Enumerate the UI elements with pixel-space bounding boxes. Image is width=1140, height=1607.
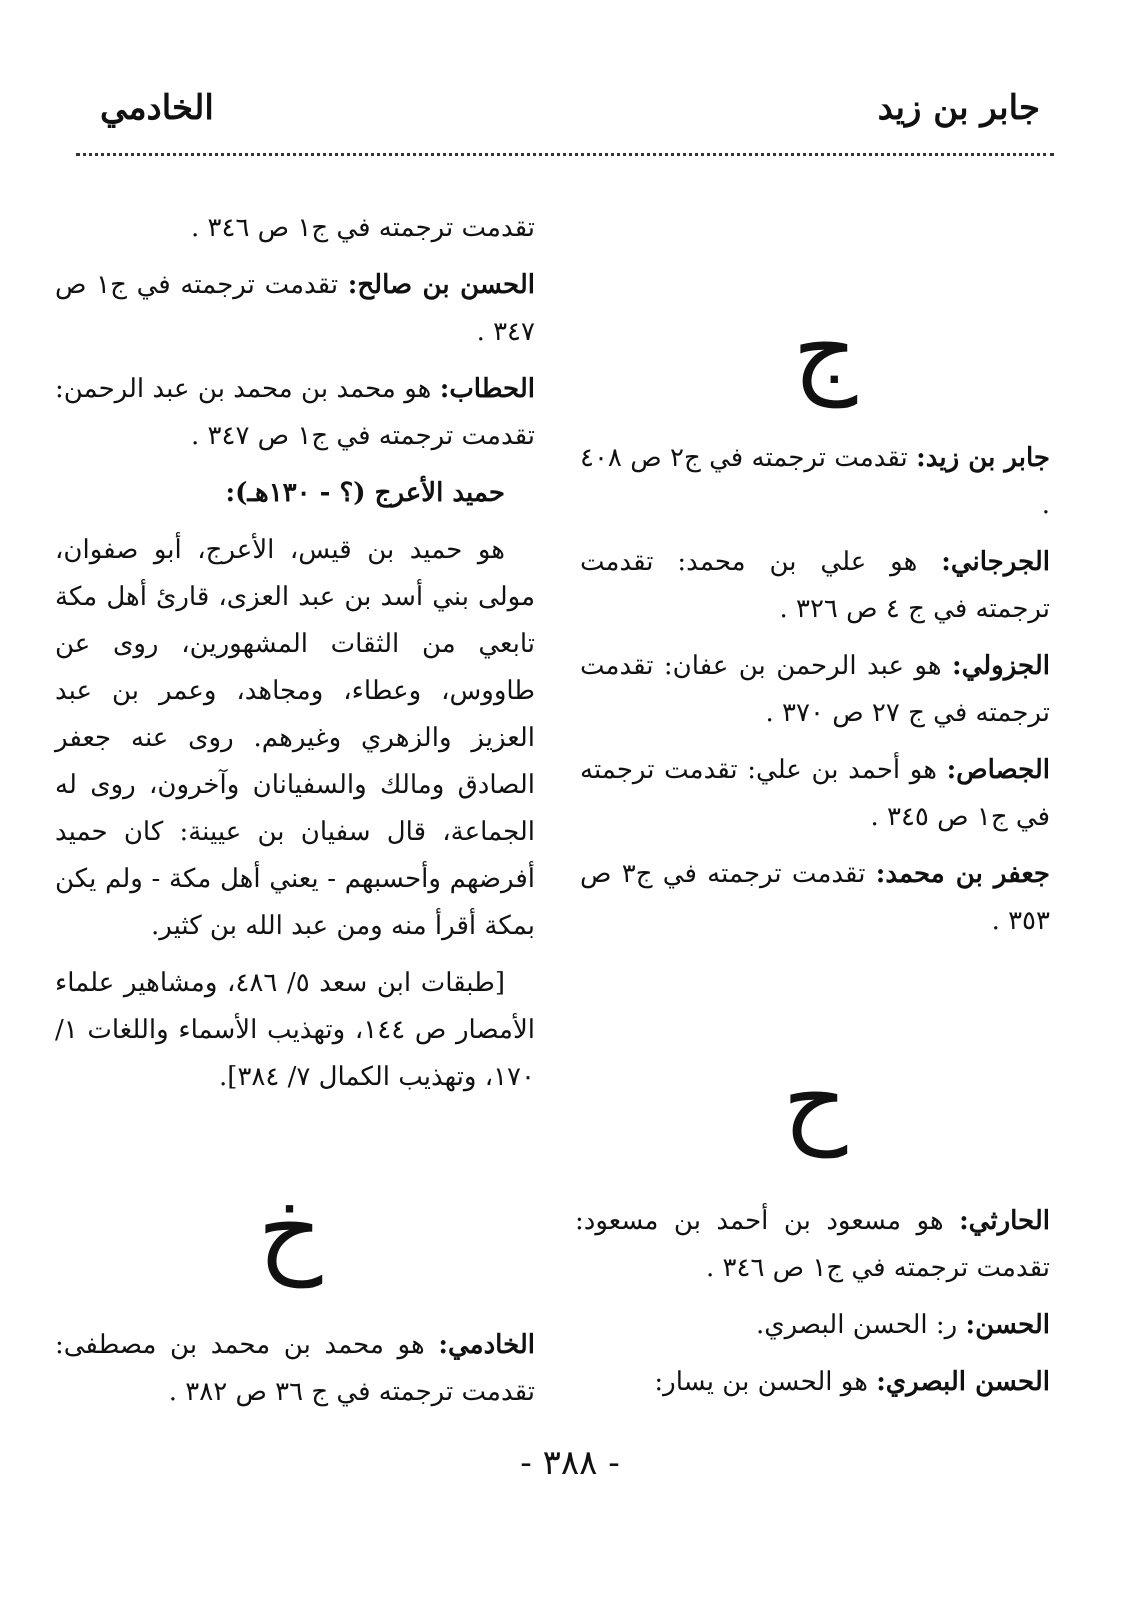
- entry-text: هو مسعود بن أحمد بن مسعود: تقدمت ترجمته في ج١ ص ٣٤٦ .: [575, 1206, 1050, 1283]
- entry-term: الجزولي:: [951, 651, 1050, 681]
- entry-term: جعفر بن محمد:: [875, 859, 1051, 889]
- entry-term: الحسن بن صالح:: [347, 270, 535, 300]
- running-header-left: الخادمي: [100, 88, 214, 128]
- entry-text: ر: الحسن البصري.: [755, 1310, 966, 1340]
- entry-term: الجصاص:: [946, 755, 1050, 785]
- bio-heading: حميد الأعرج (؟ - ١٣٠هـ):: [225, 478, 505, 508]
- entry-text: هو أحمد بن علي: تقدمت ترجمته في ج١ ص ٣٤٥ .: [580, 755, 1050, 832]
- entry-term: الخادمي:: [438, 1330, 535, 1360]
- entry-term: الحسن:: [965, 1310, 1050, 1340]
- entry-khadimi: [55, 1322, 535, 1416]
- entry-text: تقدمت ترجمته في ج١ ص ٣٤٧ .: [55, 270, 535, 347]
- entry-text: تقدمت ترجمته في ج٣ ص ٣٥٣ .: [580, 859, 1050, 936]
- entry-jassas: [580, 747, 1050, 841]
- entry-hattab: [55, 366, 535, 460]
- right-column-jim: [580, 435, 1050, 955]
- entry-harithi: [575, 1198, 1050, 1292]
- header-dotted-rule: [76, 153, 1054, 156]
- references-paragraph: [طبقات ابن سعد ٥/ ٤٨٦، ومشاهير علماء الأمصار ص ١٤٤، وتهذيب الأسماء واللغات ١/ ١٧٠، وتهذيب الكمال ٧/ ٣٨٤].: [55, 968, 535, 1092]
- entry-term: الحسن البصري:: [876, 1367, 1050, 1397]
- entry-text: هو عبد الرحمن بن عفان: تقدمت ترجمته في ج ٢٧ ص ٣٧٠ .: [580, 651, 1050, 728]
- right-column-ha: [575, 1198, 1050, 1416]
- entry-term: جابر بن زيد:: [916, 443, 1050, 473]
- entry-jafar: [580, 851, 1050, 945]
- entry-text: هو محمد بن محمد بن عبد الرحمن: تقدمت ترجمته في ج١ ص ٣٤٧ .: [55, 374, 535, 451]
- section-letter-kha: خ: [257, 1171, 323, 1288]
- entry-hasan-bin-salih: [55, 262, 535, 356]
- running-header-right: جابر بن زيد: [877, 88, 1040, 128]
- entry-text: تقدمت ترجمته في ج٢ ص ٤٠٨ .: [580, 443, 1050, 520]
- entry-hasan: [575, 1302, 1050, 1349]
- section-letter-ha: ح: [782, 1041, 848, 1158]
- entry-hasan-basri: [575, 1359, 1050, 1406]
- entry-term: الجرجاني:: [941, 547, 1050, 577]
- section-letter-jim: ج: [792, 291, 858, 408]
- left-column: [55, 205, 535, 1111]
- continuation-line: تقدمت ترجمته في ج١ ص ٣٤٦ .: [190, 213, 535, 243]
- entry-text: هو محمد بن محمد بن مصطفى: تقدمت ترجمته في ج ٣٦ ص ٣٨٢ .: [55, 1330, 535, 1407]
- entry-jabir: [580, 435, 1050, 529]
- entry-jurjani: [580, 539, 1050, 633]
- entry-term: الحارثي:: [959, 1206, 1050, 1236]
- entry-text: هو الحسن بن يسار:: [654, 1367, 877, 1397]
- left-column-kha: [55, 1322, 535, 1426]
- entry-term: الحطاب:: [439, 374, 535, 404]
- page-number: - ٣٨٨ -: [520, 1443, 620, 1483]
- entry-jazuli: [580, 643, 1050, 737]
- entry-text: هو علي بن محمد: تقدمت ترجمته في ج ٤ ص ٣٢٦ .: [580, 547, 1050, 624]
- bio-paragraph: هو حميد بن قيس، الأعرج، أبو صفوان، مولى بني أسد بن عبد العزى، قارئ أهل مكة تابعي من الثقات المشهورين، روى عن طاووس، وعطاء، ومجاهد، وعمر بن عبد العزيز والزهري وغيرهم. روى عنه جعفر الصادق ومالك والسفيانان وآخرون، روى له الجماعة، قال سفيان بن عيينة: كان حميد أفرضهم وأحسبهم - يعني أهل مكة - ولم يكن بمكة أقرأ منه ومن عبد الله بن كثير.: [55, 535, 535, 941]
